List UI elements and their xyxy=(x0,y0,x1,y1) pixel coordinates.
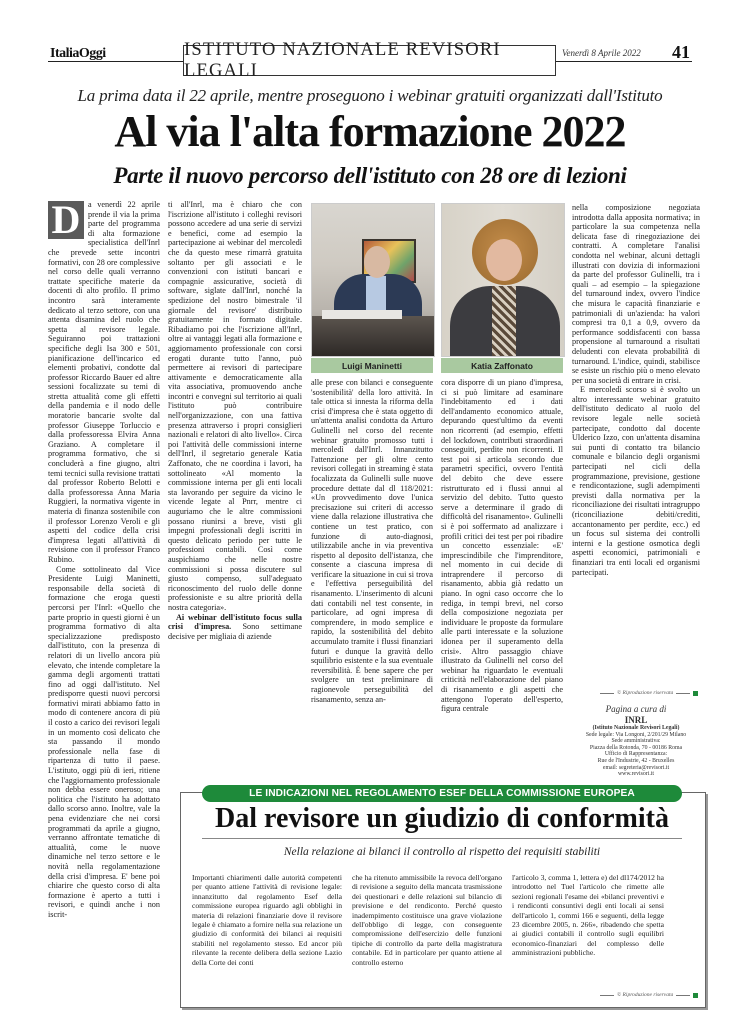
newspaper-logo: ItaliaOggi xyxy=(50,46,106,61)
paragraph: Importanti chiarimenti dalle autorità competenti per quanto attiene l'attività di revisione legale: innanzitutto dal regolamento Esef della commissione europea riguardo agli obblighi in materia di relazioni finanziarie dove il revisore legale è chiamato a fornire nella sua relazione un giudizio di conformità dei bilanci ai requisiti stabiliti nel regolamento stesso. Ed ancor più rilevante la recente delibera della sezione Lazio della Corte dei conti xyxy=(192,873,342,967)
book xyxy=(322,310,402,319)
divider xyxy=(600,693,614,694)
credits-line: Ufficio di Rappresentanza: xyxy=(604,751,668,758)
credits-line: Sede legale: Via Longoni, 2/201/29 Milano xyxy=(585,731,687,738)
paragraph: nella composizione negoziata introdotta dalla apposita normativa; in particolare la sua competenza nella delicata fase di rinegoziazione dei contratti. A completare l'analisi condotta nel webinar, alcuni dettagli illustrati con dovizia di informazioni da parte del professor Gulinelli, tra i quali – ad esempio – la spiegazione del turnaround index, ovvero l'indice che misura le capacità finanziarie e patrimoniali di un'azienda: ha valori compresi tra 0,1 a 0,9, ovvero da performance soddisfacenti con bassa propensione al turnaround a risultati deludenti con elevata probabilità di turnaround. L'indice, quindi, stabilisce se esiste un rischio più o meno elevato per una società di entrare in crisi. xyxy=(572,203,700,385)
issue-date: Venerdì 8 Aprile 2022 xyxy=(562,48,641,58)
photo-katia-zaffonato xyxy=(441,203,565,357)
copyright-notice xyxy=(600,992,698,999)
boxed-article-subtitle: Nella relazione ai bilanci il controllo al rispetto dei requisiti stabiliti xyxy=(283,846,601,858)
article-column-2 xyxy=(168,200,302,641)
copyright-notice xyxy=(600,690,698,697)
photo-caption: Luigi Maninetti xyxy=(311,358,433,373)
article-kicker: La prima data il 22 aprile, mentre proseguono i webinar gratuiti organizzati dall'Istituto xyxy=(77,86,663,105)
photo-luigi-maninetti xyxy=(311,203,435,357)
credits-website: www.revisori.it xyxy=(617,771,654,778)
credits-line: Rue de l'Industrie, 42 - Bruxelles xyxy=(597,757,675,764)
article-column-1 xyxy=(48,197,160,920)
article-column-5 xyxy=(572,203,700,577)
divider xyxy=(676,693,690,694)
article-column-4 xyxy=(441,378,563,714)
paragraph-text: Sono settimane decisive per migliaia di aziende xyxy=(168,622,302,641)
paragraph: a venerdì 22 aprile prende il via la prima parte del programma di alta formazione specialistica dell'Inrl che prevede sette incontri formativi, con 28 ore complessive nel corso delle quali verranno trattate specifiche materie da docenti di alto profilo. Il primo incontro sarà interamente dedicato al terzo settore, con una attenta disamina del ruolo che spetta al revisore legale. Seguiranno poi trattazioni specifiche degli Isa 300 e 501, pianificazione dell'incarico ed elementi probativi, condotte dal professor Riccardo Bauer ed altre sessioni focalizzate su temi di stretta attualità come gli effetti della pandemia e il nodo delle moratorie bancarie svolte dal professor Giuseppe Torluccio e dalla professoressa Elvira Anna Graziano. A completare il programma formativo, che si concluderà a fine giugno, altri temi tecnici sulla revisione trattati dal professor Roberto Belotti e dalla professoressa Anna Maria Ruggieri, la normativa vigente in materia di finanza sostenibile con il professor Lorenzo Veroli e gli aspetti del codice della crisi d'impresa legati all'attività di revisione con il professor Franco Rubino. xyxy=(48,200,160,564)
person-face xyxy=(486,239,522,281)
boxed-article-label: LE INDICAZIONI NEL REGOLAMENTO ESEF DELLA COMMISSIONE EUROPEA xyxy=(202,785,682,802)
credits-email: email: segreteria@revisori.it xyxy=(602,764,670,771)
boxed-article-column-2 xyxy=(352,873,502,967)
boxed-article-rule xyxy=(202,838,682,839)
paragraph: alle prese con bilanci e conseguente 'sostenibilità' della loro attività. In tale ottica si innesta la riforma della crisi d'impresa che è stata oggetto di un'attenta analisi condotta da Arturo Gulinelli nel corso del recente webinar gratuito promosso tutti i mercoledì dall'Inrl. Innanzitutto l'attenzione per gli oltre cento revisori collegati in streaming è stata focalizzata da Gulinelli sulle nuove procedure dettate dal dl 118/2021: «Un provvedimento dove l'unica precisazione sui criteri di accesso viene dalla relazione illustrativa che contiene un test pratico, con funzione di auto-diagnosi, utilizzabile anche in via preventiva rispetto al deposito dell'istanza, che consente a ciascuna impresa di verificare la situazione in cui si trova e l'effettiva perseguibilità del risanamento. L'inserimento di alcuni dati contabili nel test consente, in particolare, ad ogni impresa di comprendere, in modo semplice e rapido, la sostenibilità del debito accumulato tramite i flussi finanziari futuri e dunque la gravità dello squilibrio esistente e la sua eventuale reversibilità. È bene sapere che per svolgere un test preliminare di ragionevole perseguibilità del risanamento, senza an- xyxy=(311,378,433,704)
boxed-article-column-3 xyxy=(512,873,664,958)
section-title: ISTITUTO NAZIONALE REVISORI LEGALI xyxy=(183,45,556,76)
green-square-icon xyxy=(693,993,698,998)
paragraph: cora disporre di un piano d'impresa, ci si può limitare ad esaminare l'indebitamento ed i dati dell'andamento economico attuale, depurando quest'ultimo da eventi non ricorrenti (ad esempio, effetti del lockdown, contributi straordinari conseguiti, perdite non ricorrenti. Il test poi si articola secondo due parametri specifici, ovvero l'entità del debito che deve essere ristrutturato ed i flussi annui al servizio del debito. Tutto questo serve a determinare il grado di difficoltà del risanamento». Gulinelli si è poi soffermato ad analizzare i profili critici dei test per poi ribadire un concetto essenziale: «E' imprescindibile che l'imprenditore, nel momento in cui decide di intraprendere il percorso di risanamento, abbia già redatto un piano. In ogni caso occorre che lo rediga, in tempi brevi, nel corso della composizione negoziata per individuare le proposte da formulare alle parti interessate e la soluzione idonea per il superamento della crisi». Altro passaggio chiave illustrato da Gulinelli nel corso del webinar ha riguardato le eventuali criticità nell'elaborazione del piano di risanamento e gli aspetti che attengono l'operato dell'esperto, figura centrale xyxy=(441,378,563,714)
credits-line: Piazza della Rotonda, 70 - 00186 Roma xyxy=(589,744,683,751)
boxed-article-title: Dal revisore un giudizio di conformità xyxy=(215,803,669,834)
paragraph: l'articolo 3, comma 1, lettera e) del dl174/2012 ha introdotto nel Tuel l'articolo che rimette alle sezioni regionali l'esame dei «bilanci preventivi e i rendiconti consuntivi degli enti locali ai sensi dell'articolo 1, commi 166 e seguenti, della legge 23 dicembre 2005, n. 266», ribadendo che spetta ai giudici contabili il controllo sugli equilibri economico-finanziari del complesso delle amministrazioni pubbliche. xyxy=(512,873,664,958)
credits-heading: Pagina a cura di xyxy=(605,704,667,714)
paragraph: ti all'Inrl, ma è chiaro che con l'iscrizione all'istituto i colleghi revisori possono accedere ad una serie di servizi e benefici, come ad esempio la partecipazione ai webinar del mercoledì che da questo mese rimarrà gratuita soltanto per gli associati e le convenzioni con istituti bancari e compagnie assicurative, società di software, siglate dall'Inrl, nonché la spedizione del nostro bimestrale 'il giornale del revisore' distribuito gratuitamente in formato digitale. Ribadiamo poi che l'iscrizione all'Inrl, oltre ai vantaggi legati alla formazione e aggiornamento professionale con corsi erogati durante tutto l'anno, può permettere ai revisori di partecipare attivamente e democraticamente alla vita associativa, promuovendo anche incontri e convegni sul territorio ai quali l'istituto può contribuire nell'organizzazione, con una fattiva presenza attraverso i propri consiglieri nazionali e relatori di alto livello». Circa poi l'attività delle commissioni interne dell'Inrl, il segretario generale Katia Zaffonato, che ne coordina i lavori, ha sottolineato «Al momento la commissione interna per gli enti locali sta lavorando per seguire da vicino le vicende legate al Pnrr, mentre ci auguriamo che le altre commissioni possano riunirsi a breve, visti gli impegni professionali degli iscritti in questo delicato periodo per tutte le professioni contabili. Così come auspichiamo che nelle nostre commissioni si possa discutere sul giusto compenso, sull'adeguato riconoscimento del ruolo delle donne professioniste e su altre priorità della nostra categoria». xyxy=(168,200,302,612)
credits-org: INRL xyxy=(624,715,648,725)
person-blouse xyxy=(492,286,516,356)
article-column-3 xyxy=(311,378,433,704)
photo-caption: Katia Zaffonato xyxy=(441,358,563,373)
divider xyxy=(676,995,690,996)
article-subheadline: Parte il nuovo percorso dell'istituto con 28 ore di lezioni xyxy=(113,163,627,188)
paragraph-with-lead xyxy=(168,613,302,642)
divider xyxy=(600,995,614,996)
boxed-article-column-1 xyxy=(192,873,342,967)
paragraph: che ha ritenuto ammissibile la revoca dell'organo di revisione a seguito della mancata trasmissione dei questionari e delle relazioni sul bilancio di previsione e del rendiconto. Perché questo inadempimento costituisce una grave violazione dell'obbligo di legge, con conseguente compromissione dell'esercizio delle funzioni tipiche di controllo da parte della magistratura contabile. Ed in particolare per quanto attiene al controllo esterno xyxy=(352,873,502,967)
copyright-text: © Riproduzione riservata xyxy=(617,992,674,998)
drop-cap: D xyxy=(48,201,84,239)
copyright-text: © Riproduzione riservata xyxy=(617,690,674,696)
paragraph: E mercoledì scorso si è svolto un altro interessante webinar gratuito dell'istituto dedicato al ruolo del revisore legale nelle società partecipate, condotto dal docente Ulderico Izzo, con un'attenta disamina sui punti di contatto tra bilancio comunale e bilancio degli organismi partecipati nel cicli della programmazione, previsione, gestione e rendicontazione, sugli adempimenti previsti dalla normativa per la riconciliazione dei risultati intragruppo (riconciliazione debiti/crediti, accantonamento per perdite, ecc.) ed un focus sul sistema dei controlli interni e la gestione osmotica degli aspetti economici, patrimoniali e finanziari tra enti locali ed organismi partecipati. xyxy=(572,385,701,577)
article-headline: Al via l'alta formazione 2022 xyxy=(114,107,626,156)
page-number: 41 xyxy=(672,42,690,62)
credits-line: Sede amministrativa: xyxy=(611,738,661,745)
credits-org-full: (Istituto Nazionale Revisori Legali) xyxy=(592,725,680,731)
green-square-icon xyxy=(693,691,698,696)
paragraph-lead: Ai webinar dell'istituto focus sulla crisi d'impresa. xyxy=(168,612,302,632)
page-credits xyxy=(572,704,700,778)
desk xyxy=(312,316,434,356)
person-head xyxy=(364,246,390,278)
paragraph: Come sottolineato dal Vice Presidente Luigi Maninetti, responsabile della società di formazione che eroga questi percorsi per l'Inrl: «Quello che parte proprio in questi giorni è un programma formativo di alta specializzazione predisposto dall'istituto, con la presenza di relatori di un livello ancora più elevato, che intende completare la gamma degli argomenti trattati fino ad oggi dall'istituto. Nel predisporre questi nuovi percorsi formativi mirati abbiamo fatto in modo di contenere ancora di più il costo a carico dei revisori legali in un momento così delicato che sta passando il mondo professionale nella fase di ripartenza di tutto il paese. L'istituto, oggi più di ieri, ritiene che l'aggiornamento professionale non debba essere oneroso; una politica che l'istituto ha adottato dallo scorso anno. Inoltre, vale la pena evidenziare che nei corsi programmati da aprile a giugno, verranno affrontate tematiche di attualità, come le nuove dinamiche nel terzo settore e le novità nella regolamentazione della crisi d'impresa. E' bene poi chiarire che questo corso di alta formazione è aperto a tutti i revisori, e quindi anche i non iscrit- xyxy=(48,564,160,919)
